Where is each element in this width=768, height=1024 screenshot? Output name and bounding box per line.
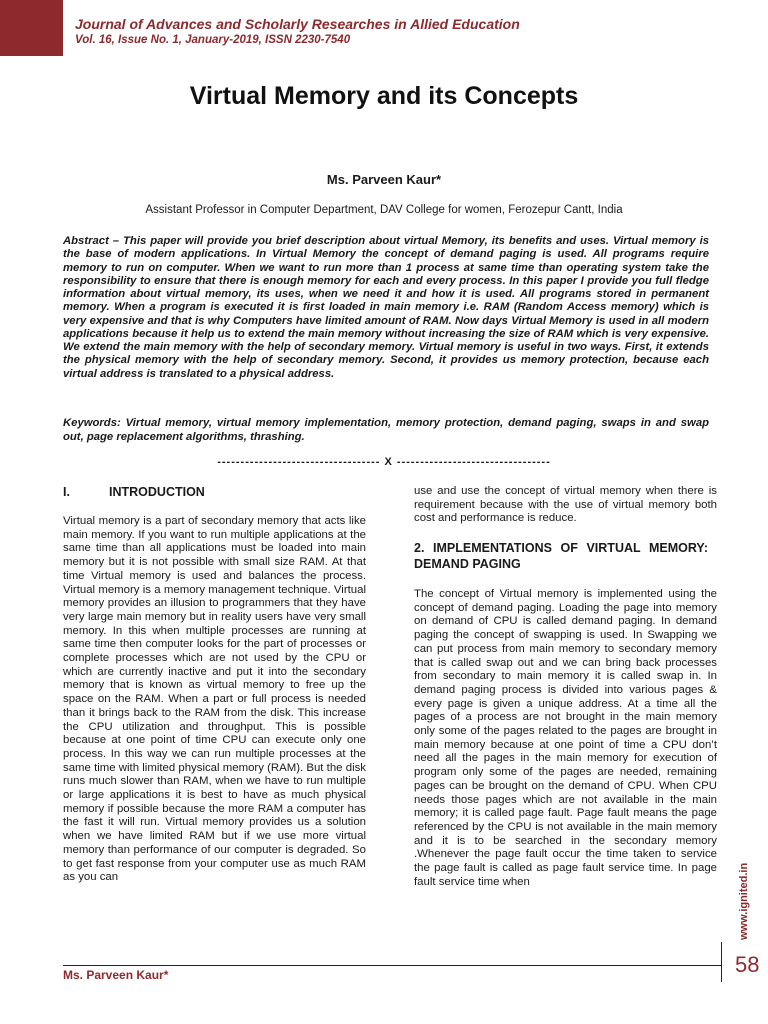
keywords: Keywords: Virtual memory, virtual memory implementation, memory protection, demand paging, swaps in and swap out, page replacement algorithms, thrashing. <box>63 417 709 443</box>
intro-heading <box>63 484 366 500</box>
page-number: 58 <box>735 952 760 977</box>
journal-issue-line: Vol. 16, Issue No. 1, January-2019, ISSN 2230-7540 <box>75 34 351 46</box>
section-separator: ----------------------------------- X --------------------------------- <box>217 456 551 468</box>
intro-heading-title: INTRODUCTION <box>109 485 205 499</box>
intro-heading-number: I. <box>63 485 70 499</box>
implementations-body: The concept of Virtual memory is implemented using the concept of demand paging. Loading the page into memory on demand of CPU is called demand paging. In demand paging the concept of swapping is used. In Swapping we can put process from main memory to secondary memory that is called swap out and we can bring back processes from secondary to main memory it is called swap in. In demand paging process is divided into various pages & every page is given a unique address. At a time all the pages of a process are not brought in the main memory only some of the pages related to the pages are brought in main memory because at one point of time a CPU don’t need all the pages in the main memory for execution of program only some of the pages are needed, remaining pages can be brought on the demand of CPU. When CPU needs those pages which are not available in the main memory; it is called page fault. Page fault means the page referenced by the CPU is not available in the main memory and it is to be searched in the secondary memory .Whenever the page fault occur the time taken to service the page fault is called as page fault service time. In page fault service time when <box>414 588 717 888</box>
implementations-heading: 2. IMPLEMENTATIONS OF VIRTUAL MEMORY: DEMAND PAGING <box>414 541 708 571</box>
journal-color-block <box>0 0 63 56</box>
abstract: Abstract – This paper will provide you brief description about virtual Memory, its benefits and uses. Virtual memory is the base of modern applications. In Virtual Memory the concept of demand paging is used. All programs require memory to run on computer. When we want to run more than 1 process at same time than operating system take the responsibility to ensure that there is enough memory for each and every process. In this paper I provide you full fledge information about virtual memory, its uses, when we need it and how it is used. All programs stored in permanent memory. When a program is executed it is first loaded in main memory i.e. RAM (Random Access memory) which is very expensive and that is why Computers have limited amount of RAM. Now days Virtual Memory is used in all modern applications because it help us to extend the main memory without increasing the size of RAM which is very expensive. We extend the main memory with the help of secondary memory. Virtual memory is useful in two ways. First, it extends the physical memory with the help of secondary memory. Second, it provides us memory protection, because each virtual address is translated to a physical address. <box>63 235 709 380</box>
paper-title: Virtual Memory and its Concepts <box>189 82 579 110</box>
footer-author: Ms. Parveen Kaur* <box>63 968 169 982</box>
footer-vertical-divider <box>721 942 722 982</box>
author-affiliation: Assistant Professor in Computer Department, DAV College for women, Ferozepur Cantt, India <box>145 204 623 216</box>
journal-name: Journal of Advances and Scholarly Researches in Allied Education <box>75 16 520 32</box>
footer-divider <box>63 965 721 966</box>
author-name: Ms. Parveen Kaur* <box>326 172 442 187</box>
journal-website-link[interactable]: www.ignited.in <box>738 862 750 940</box>
intro-body-continued: use and use the concept of virtual memory when there is requirement because with the use of virtual memory both cost and performance is reduce. <box>414 485 717 525</box>
intro-body: Virtual memory is a part of secondary memory that acts like main memory. If you want to run multiple applications at the same time than all applications must be loaded into main memory but it is not possible with small size RAM. At that time Virtual memory is used and balances the process. Virtual memory is a memory management technique. Virtual memory provides an illusion to programmers that they have very large main memory but in reality users have very small memory. In this when multiple processes are running at same time then computer looks for the part of processes or complete processes which are not used by the CPU or which are currently inactive and put it into the secondary memory that is known as virtual memory to free up the space on the RAM. When a part or full process is needed than it brings back to the RAM from the disk. This increase the CPU utilization and throughput. This is possible because at one point of time CPU can execute only one process. In this way we can run multiple processes at the same time with limited physical memory (RAM). But the disk runs much slower than RAM, when we have to run multiple or large applications it is best to have as much physical memory if possible because the more RAM a computer has the fast it will run. Virtual memory provides us a solution when we have limited RAM but if we use more virtual memory than performance of our computer is degraded. So to get fast response from your computer use as much RAM as you can <box>63 515 366 884</box>
